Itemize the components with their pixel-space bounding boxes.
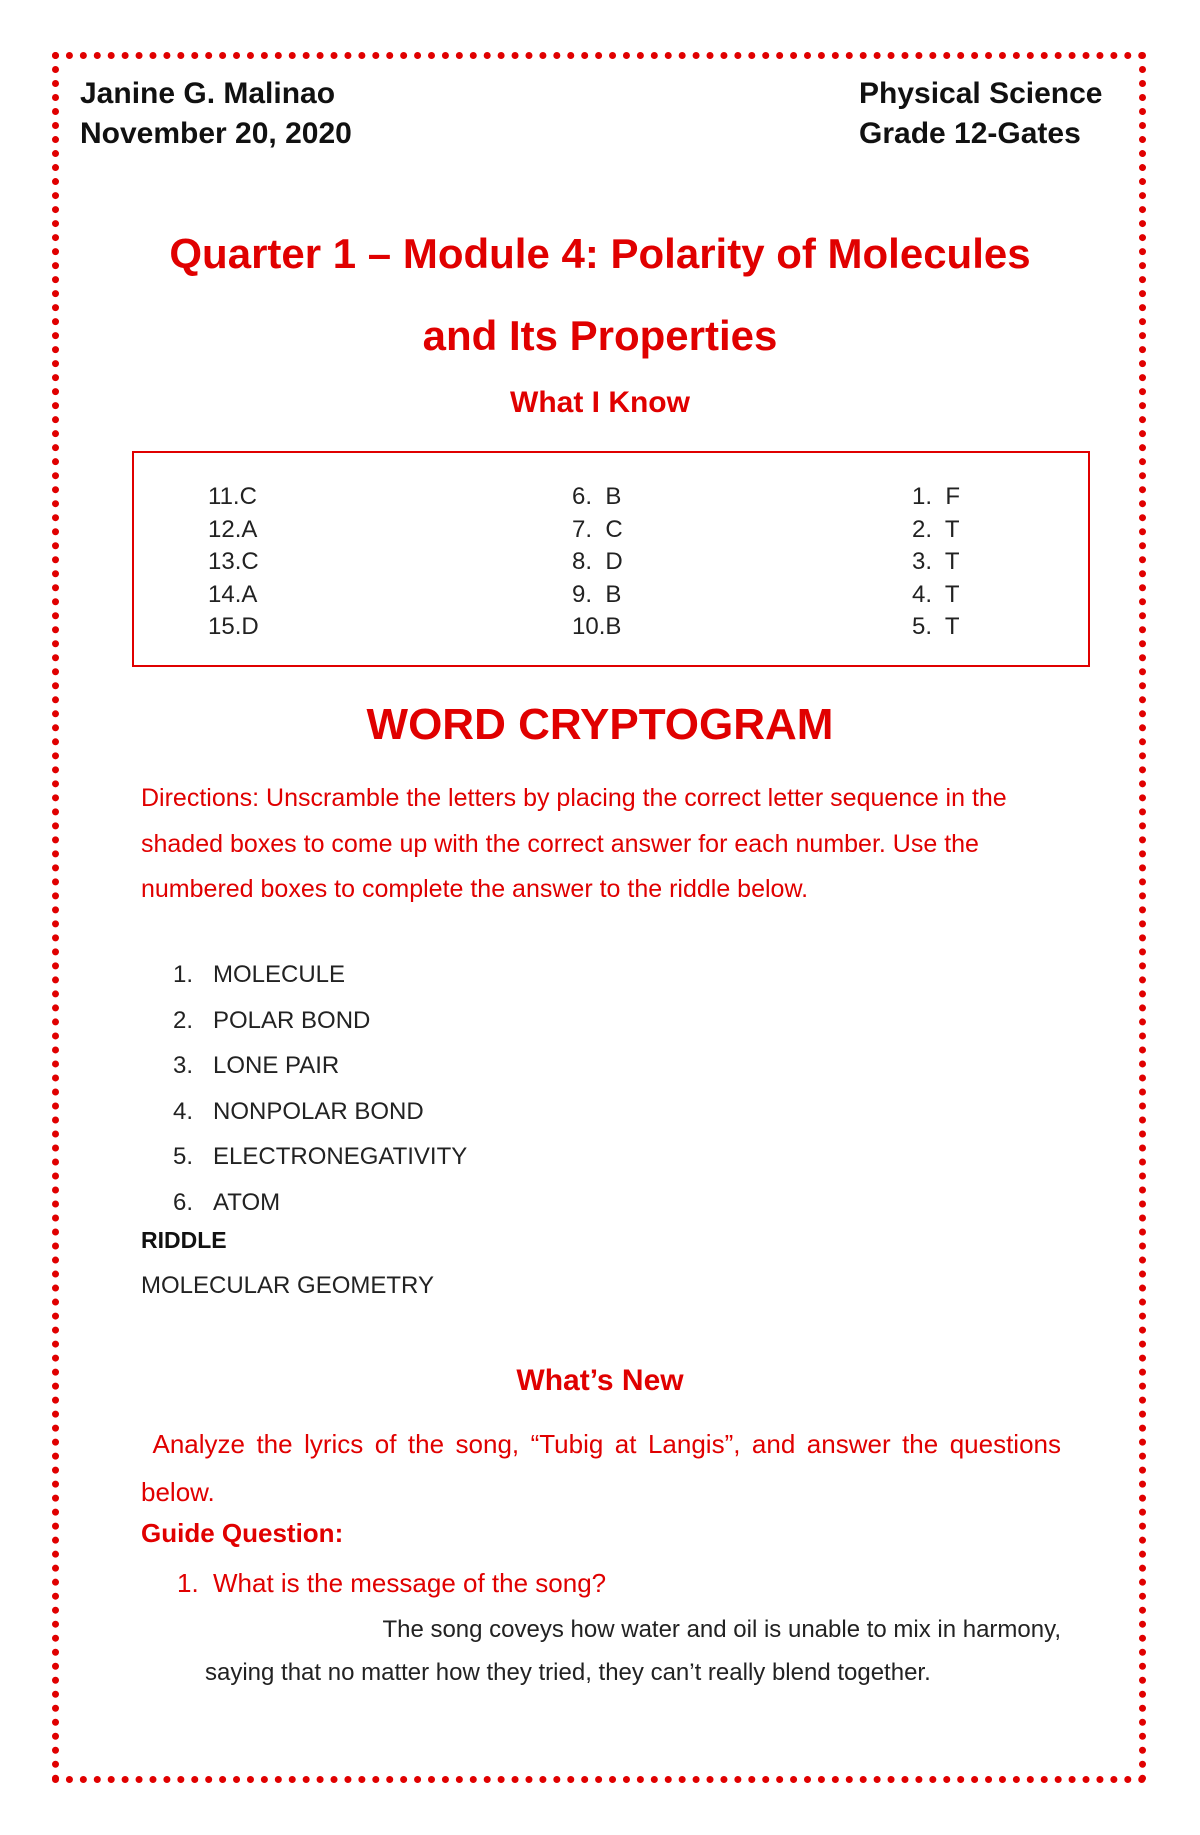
answer-item: 11.C bbox=[208, 483, 257, 510]
answer-item: 12.A bbox=[208, 515, 258, 543]
answer-item: 6. B bbox=[572, 483, 622, 510]
module-title-line1: Quarter 1 – Module 4: Polarity of Molecules bbox=[169, 230, 1031, 277]
answer-item: 8. D bbox=[572, 548, 623, 575]
module-title bbox=[0, 213, 1200, 377]
answer-item: 7. C bbox=[572, 515, 623, 543]
response-line-2: saying that no matter how they tried, they can’t really blend together. bbox=[205, 1659, 931, 1686]
answer-item: 3. T bbox=[912, 548, 960, 575]
instruction-text: Analyze the lyrics of the song, “Tubig at Langis”, and answer the questions below. bbox=[141, 1429, 1061, 1507]
course-info bbox=[859, 74, 1103, 154]
list-item bbox=[173, 1089, 467, 1135]
subject-name: Physical Science bbox=[859, 77, 1103, 110]
list-item bbox=[173, 952, 467, 998]
cryptogram-directions: Directions: Unscramble the letters by placing the correct letter sequence in the shaded boxes to come up with the correct answer for each number. Use the numbered boxes to complete the answer to the riddle below. bbox=[141, 784, 1007, 903]
answer-item: 15.D bbox=[208, 613, 259, 640]
grade-section: Grade 12-Gates bbox=[859, 117, 1081, 150]
answer-item: 5. T bbox=[912, 613, 960, 640]
question-number: 1. bbox=[177, 1568, 199, 1598]
student-info bbox=[80, 74, 352, 154]
answer-item: 2. T bbox=[912, 515, 960, 543]
riddle-label: RIDDLE bbox=[141, 1227, 227, 1253]
list-item bbox=[173, 1180, 467, 1226]
whats-new-heading: What’s New bbox=[516, 1364, 684, 1397]
list-item bbox=[173, 998, 467, 1044]
answer-item: 4. T bbox=[912, 580, 960, 608]
submission-date: November 20, 2020 bbox=[80, 117, 352, 150]
list-text: ELECTRONEGATIVITY bbox=[213, 1143, 468, 1170]
list-item bbox=[173, 1134, 467, 1180]
what-i-know-heading: What I Know bbox=[510, 386, 690, 419]
list-number: 5. bbox=[173, 1143, 194, 1170]
cryptogram-answer-list bbox=[173, 952, 467, 1225]
answer-column-3 bbox=[912, 481, 960, 644]
answer-item: 1. F bbox=[912, 483, 961, 510]
question-response bbox=[205, 1608, 1061, 1694]
list-item bbox=[173, 1043, 467, 1089]
guide-question-label: Guide Question: bbox=[141, 1518, 344, 1548]
question-text: What is the message of the song? bbox=[213, 1568, 607, 1598]
list-number: 3. bbox=[173, 1052, 194, 1079]
response-line-1: The song coveys how water and oil is unable to mix in harmony, bbox=[382, 1616, 1061, 1643]
list-text: LONE PAIR bbox=[213, 1052, 340, 1079]
list-number: 6. bbox=[173, 1188, 194, 1216]
answer-item: 10.B bbox=[572, 613, 622, 640]
guide-question-item bbox=[177, 1568, 606, 1599]
module-title-line2: and Its Properties bbox=[422, 312, 778, 359]
answer-item: 13.C bbox=[208, 548, 259, 575]
whats-new-instruction bbox=[141, 1420, 1061, 1516]
list-text: MOLECULE bbox=[213, 961, 346, 988]
list-number: 2. bbox=[173, 1006, 194, 1034]
answer-column-2 bbox=[572, 481, 623, 644]
what-i-know-answer-box bbox=[132, 451, 1090, 667]
word-cryptogram-heading: WORD CRYPTOGRAM bbox=[366, 700, 834, 749]
student-name: Janine G. Malinao bbox=[80, 77, 336, 110]
riddle-answer: MOLECULAR GEOMETRY bbox=[141, 1272, 434, 1299]
list-text: POLAR BOND bbox=[213, 1006, 371, 1034]
list-number: 4. bbox=[173, 1097, 194, 1125]
list-text: NONPOLAR BOND bbox=[213, 1097, 424, 1125]
list-number: 1. bbox=[173, 961, 194, 988]
answer-item: 14.A bbox=[208, 580, 258, 608]
answer-column-1 bbox=[208, 481, 259, 644]
answer-item: 9. B bbox=[572, 580, 622, 608]
list-text: ATOM bbox=[213, 1188, 281, 1216]
